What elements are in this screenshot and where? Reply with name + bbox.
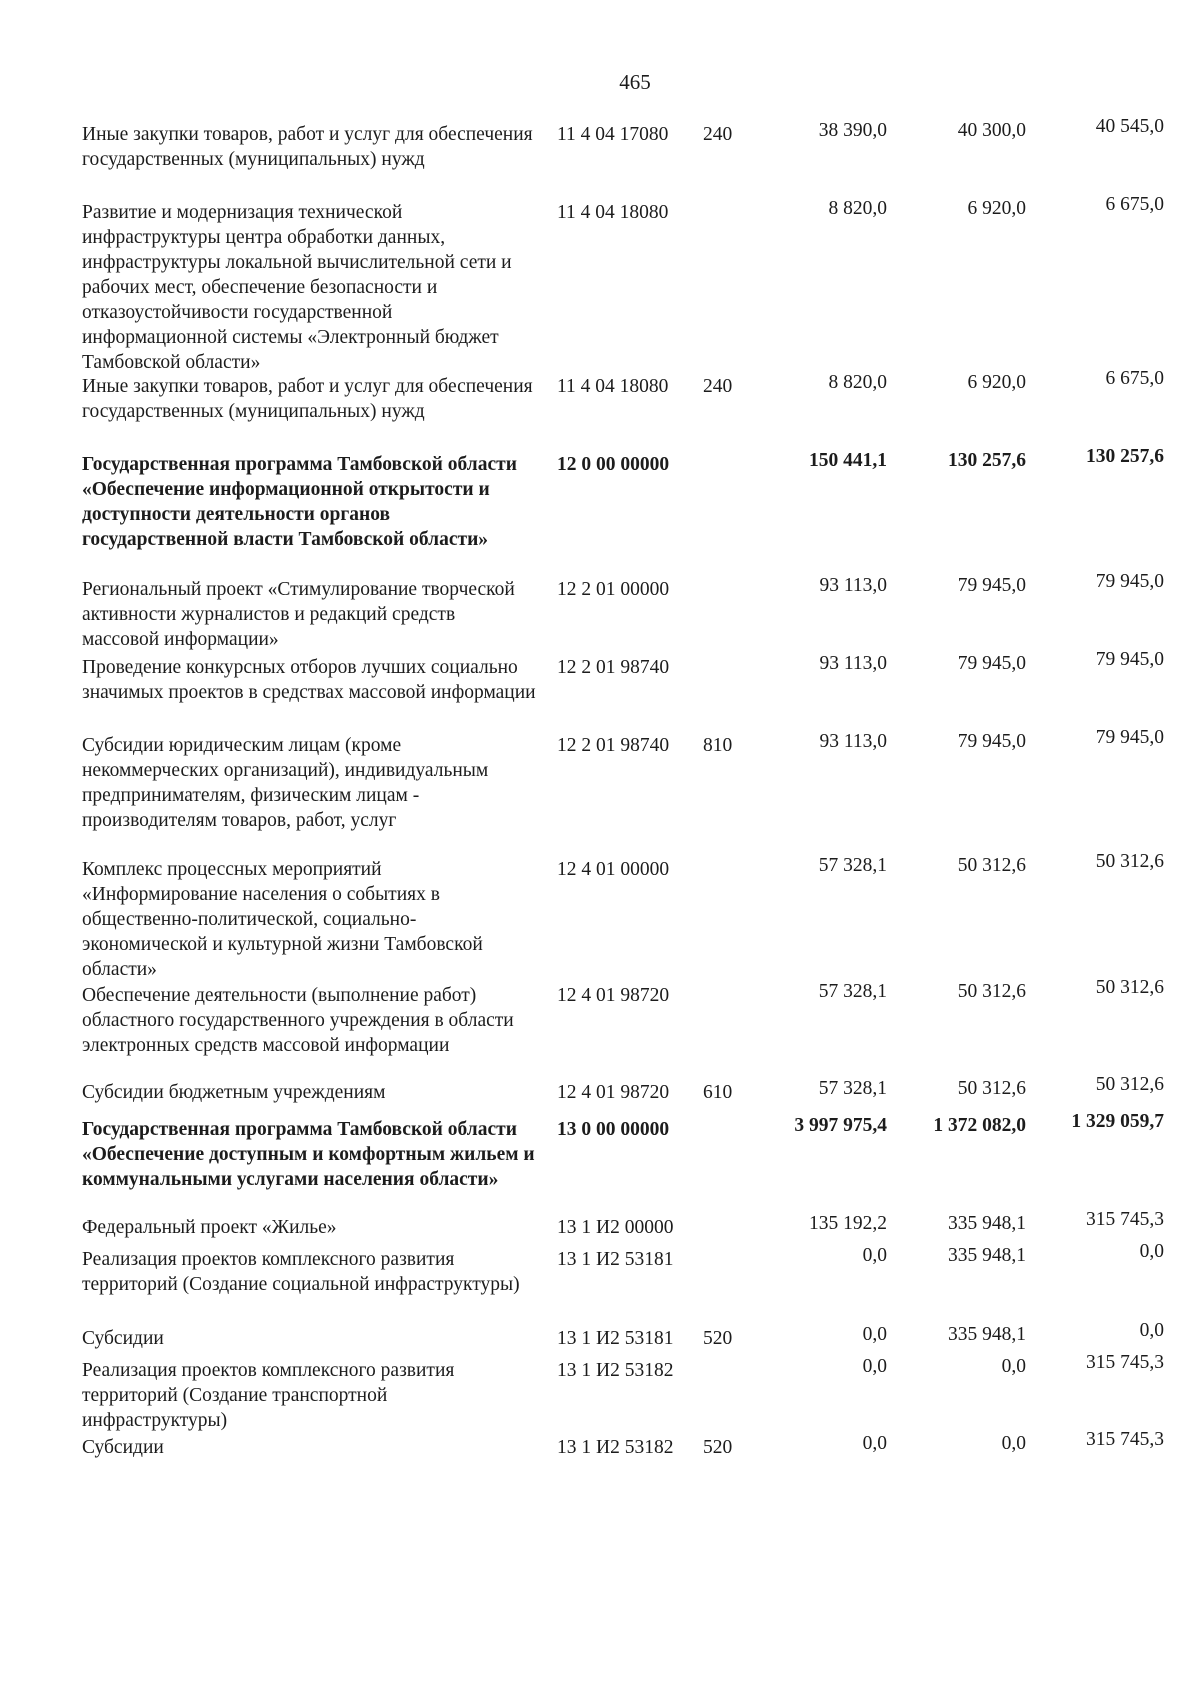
row-amount-year-1: 135 192,2 (809, 1213, 887, 1234)
row-name: Реализация проектов комплексного развития территорий (Создание транспортной инфраструктуры) (82, 1360, 455, 1431)
row-expense-type-code: 240 (703, 376, 733, 397)
row-name: Реализация проектов комплексного развития территорий (Создание социальной инфраструктуры) (82, 1249, 520, 1295)
row-amount-year-1: 8 820,0 (828, 372, 887, 393)
row-amount-year-1: 3 997 975,4 (794, 1115, 887, 1136)
row-amount-year-3: 315 745,3 (1086, 1209, 1164, 1230)
row-amount-year-2: 50 312,6 (957, 981, 1026, 1002)
row-target-article-code: 11 4 04 17080 (557, 124, 669, 145)
row-amount-year-3: 6 675,0 (1105, 194, 1164, 215)
row-amount-year-3: 50 312,6 (1095, 977, 1164, 998)
row-target-article-code: 13 0 00 00000 (557, 1119, 670, 1140)
row-expense-type-code: 810 (703, 735, 733, 756)
row-expense-type-code: 610 (703, 1082, 733, 1103)
row-amount-year-1: 57 328,1 (818, 981, 887, 1002)
row-target-article-code: 13 1 И2 53182 (557, 1437, 674, 1458)
row-amount-year-2: 0,0 (1001, 1433, 1026, 1454)
page-number: 465 (619, 70, 651, 94)
row-amount-year-3: 40 545,0 (1095, 116, 1164, 137)
row-amount-year-2: 335 948,1 (948, 1324, 1026, 1345)
row-amount-year-1: 57 328,1 (818, 855, 887, 876)
row-target-article-code: 11 4 04 18080 (557, 376, 669, 397)
row-target-article-code: 12 4 01 98720 (557, 985, 670, 1006)
row-target-article-code: 12 4 01 00000 (557, 859, 670, 880)
row-amount-year-1: 0,0 (862, 1324, 887, 1345)
row-name: Субсидии юридическим лицам (кроме некоммерческих организаций), индивидуальным предпринимателям, физическим лицам - производителям товаров, работ, услуг (82, 735, 489, 831)
row-amount-year-1: 93 113,0 (819, 653, 887, 674)
row-name: Субсидии бюджетным учреждениям (82, 1082, 386, 1103)
row-amount-year-3: 79 945,0 (1095, 571, 1164, 592)
row-amount-year-1: 0,0 (862, 1356, 887, 1377)
row-amount-year-3: 50 312,6 (1095, 851, 1164, 872)
row-target-article-code: 11 4 04 18080 (557, 202, 669, 223)
row-amount-year-3: 50 312,6 (1095, 1074, 1164, 1095)
row-name: Субсидии (82, 1328, 164, 1349)
row-amount-year-2: 6 920,0 (967, 372, 1026, 393)
row-amount-year-3: 6 675,0 (1105, 368, 1164, 389)
row-amount-year-2: 50 312,6 (957, 855, 1026, 876)
row-amount-year-2: 79 945,0 (957, 575, 1026, 596)
row-amount-year-2: 40 300,0 (957, 120, 1026, 141)
row-target-article-code: 12 4 01 98720 (557, 1082, 670, 1103)
row-target-article-code: 13 1 И2 53181 (557, 1249, 674, 1270)
row-name: Иные закупки товаров, работ и услуг для обеспечения государственных (муниципальных) нужд (82, 124, 533, 170)
row-amount-year-1: 93 113,0 (819, 575, 887, 596)
row-amount-year-2: 0,0 (1001, 1356, 1026, 1377)
row-amount-year-3: 79 945,0 (1095, 727, 1164, 748)
row-amount-year-3: 0,0 (1139, 1320, 1164, 1341)
row-target-article-code: 13 1 И2 00000 (557, 1217, 674, 1238)
row-target-article-code: 13 1 И2 53181 (557, 1328, 674, 1349)
row-target-article-code: 13 1 И2 53182 (557, 1360, 674, 1381)
row-amount-year-3: 1 329 059,7 (1071, 1111, 1164, 1132)
row-name: Обеспечение деятельности (выполнение работ) областного государственного учреждения в области электронных средств массовой информации (82, 985, 514, 1056)
row-name: Развитие и модернизация технической инфраструктуры центра обработки данных, инфраструктуры локальной вычислительной сети и рабочих мест, обеспечение безопасности и отказоустойчивости государственной информационной системы «Электронный бюджет Тамбовской области» (82, 202, 512, 373)
row-name: Государственная программа Тамбовской области «Обеспечение доступным и комфортным жильем и коммунальными услугами населения области» (82, 1119, 535, 1190)
row-name: Комплекс процессных мероприятий «Информирование населения о событиях в общественно-политической, социально-экономической и культурной жизни Тамбовской области» (82, 859, 483, 980)
row-expense-type-code: 240 (703, 124, 733, 145)
row-name: Проведение конкурсных отборов лучших социально значимых проектов в средствах массовой информации (82, 657, 536, 703)
row-name: Региональный проект «Стимулирование творческой активности журналистов и редакций средств массовой информации» (82, 579, 515, 650)
row-amount-year-1: 57 328,1 (818, 1078, 887, 1099)
row-name: Субсидии (82, 1437, 164, 1458)
row-amount-year-1: 0,0 (862, 1245, 887, 1266)
row-amount-year-1: 150 441,1 (809, 450, 887, 471)
row-name: Федеральный проект «Жилье» (82, 1217, 337, 1238)
row-amount-year-3: 0,0 (1139, 1241, 1164, 1262)
row-amount-year-2: 335 948,1 (948, 1245, 1026, 1266)
row-expense-type-code: 520 (703, 1437, 733, 1458)
row-amount-year-2: 1 372 082,0 (933, 1115, 1026, 1136)
row-amount-year-2: 79 945,0 (957, 731, 1026, 752)
row-amount-year-2: 79 945,0 (957, 653, 1026, 674)
row-target-article-code: 12 2 01 00000 (557, 579, 670, 600)
row-amount-year-1: 38 390,0 (818, 120, 887, 141)
row-amount-year-3: 315 745,3 (1086, 1352, 1164, 1373)
row-amount-year-1: 8 820,0 (828, 198, 887, 219)
row-amount-year-1: 93 113,0 (819, 731, 887, 752)
row-expense-type-code: 520 (703, 1328, 733, 1349)
row-amount-year-2: 335 948,1 (948, 1213, 1026, 1234)
row-amount-year-3: 315 745,3 (1086, 1429, 1164, 1450)
row-amount-year-2: 6 920,0 (967, 198, 1026, 219)
row-target-article-code: 12 2 01 98740 (557, 657, 670, 678)
row-target-article-code: 12 2 01 98740 (557, 735, 670, 756)
row-name: Иные закупки товаров, работ и услуг для обеспечения государственных (муниципальных) нужд (82, 376, 533, 422)
row-amount-year-3: 79 945,0 (1095, 649, 1164, 670)
row-name: Государственная программа Тамбовской области «Обеспечение информационной открытости и доступности деятельности органов государственной власти Тамбовской области» (82, 454, 517, 550)
row-amount-year-3: 130 257,6 (1086, 446, 1164, 467)
row-target-article-code: 12 0 00 00000 (557, 454, 670, 475)
row-amount-year-1: 0,0 (862, 1433, 887, 1454)
row-amount-year-2: 130 257,6 (948, 450, 1026, 471)
row-amount-year-2: 50 312,6 (957, 1078, 1026, 1099)
